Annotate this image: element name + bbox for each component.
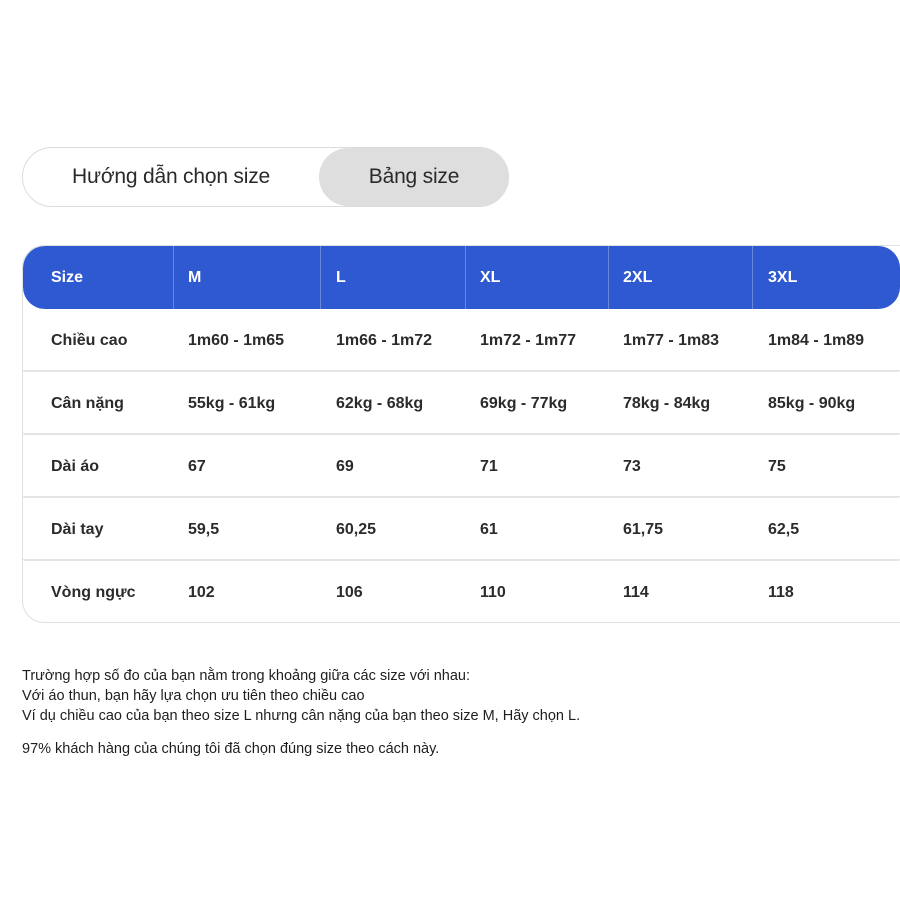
row-label: Chiều cao (51, 331, 128, 349)
row-label: Cân nặng (51, 394, 124, 412)
table-cell: 69 (336, 457, 354, 475)
table-cell: 1m60 - 1m65 (188, 331, 285, 349)
table-cell: 118 (768, 583, 794, 601)
note-line: Ví dụ chiều cao của bạn theo size L nhưng cân nặng của bạn theo size M, Hãy chọn L. (22, 708, 581, 724)
table-cell: 73 (623, 457, 641, 475)
size-table (22, 245, 900, 623)
note-line: Với áo thun, bạn hãy lựa chọn ưu tiên theo chiều cao (22, 688, 365, 704)
table-cell: 60,25 (336, 520, 377, 538)
table-cell: 106 (336, 583, 363, 601)
table-cell: 61 (480, 520, 498, 538)
tab-switcher (22, 147, 509, 207)
table-cell: 55kg - 61kg (188, 394, 276, 412)
table-cell: 1m77 - 1m83 (623, 331, 720, 349)
table-cell: 69kg - 77kg (480, 394, 568, 412)
table-row-height (23, 309, 900, 372)
table-cell: 62kg - 68kg (336, 394, 424, 412)
table-row-chest (23, 561, 900, 623)
note-line: Trường hợp số đo của bạn nằm trong khoảng giữa các size với nhau: (22, 668, 471, 684)
tab-size-guide[interactable]: Hướng dẫn chọn size (72, 165, 270, 188)
header-cell-l: L (336, 268, 346, 286)
table-cell: 1m72 - 1m77 (480, 331, 577, 349)
column-divider (465, 246, 466, 309)
column-divider (173, 246, 174, 309)
table-cell: 102 (188, 583, 215, 601)
table-row-sleeve-length (23, 498, 900, 561)
table-cell: 1m84 - 1m89 (768, 331, 865, 349)
header-cell-m: M (188, 268, 202, 286)
table-cell: 110 (480, 583, 506, 601)
header-cell-2xl: 2XL (623, 268, 653, 286)
customer-stat-note: 97% khách hàng của chúng tôi đã chọn đúng size theo cách này. (22, 741, 440, 757)
table-cell: 59,5 (188, 520, 220, 538)
table-cell: 75 (768, 457, 786, 475)
table-cell: 67 (188, 457, 206, 475)
header-cell-size: Size (51, 268, 84, 286)
table-cell: 85kg - 90kg (768, 394, 856, 412)
table-row-shirt-length (23, 435, 900, 498)
row-label: Dài áo (51, 457, 100, 475)
table-cell: 61,75 (623, 520, 664, 538)
row-label: Dài tay (51, 520, 104, 538)
table-header (23, 246, 900, 309)
column-divider (320, 246, 321, 309)
tab-size-table[interactable]: Bảng size (319, 148, 509, 206)
table-cell: 1m66 - 1m72 (336, 331, 433, 349)
table-cell: 62,5 (768, 520, 800, 538)
table-cell: 114 (623, 583, 649, 601)
column-divider (752, 246, 753, 309)
table-cell: 78kg - 84kg (623, 394, 711, 412)
column-divider (608, 246, 609, 309)
header-cell-3xl: 3XL (768, 268, 798, 286)
size-notes (22, 666, 882, 726)
table-cell: 71 (480, 457, 498, 475)
row-label: Vòng ngực (51, 583, 136, 601)
table-row-weight (23, 372, 900, 435)
header-cell-xl: XL (480, 268, 501, 286)
